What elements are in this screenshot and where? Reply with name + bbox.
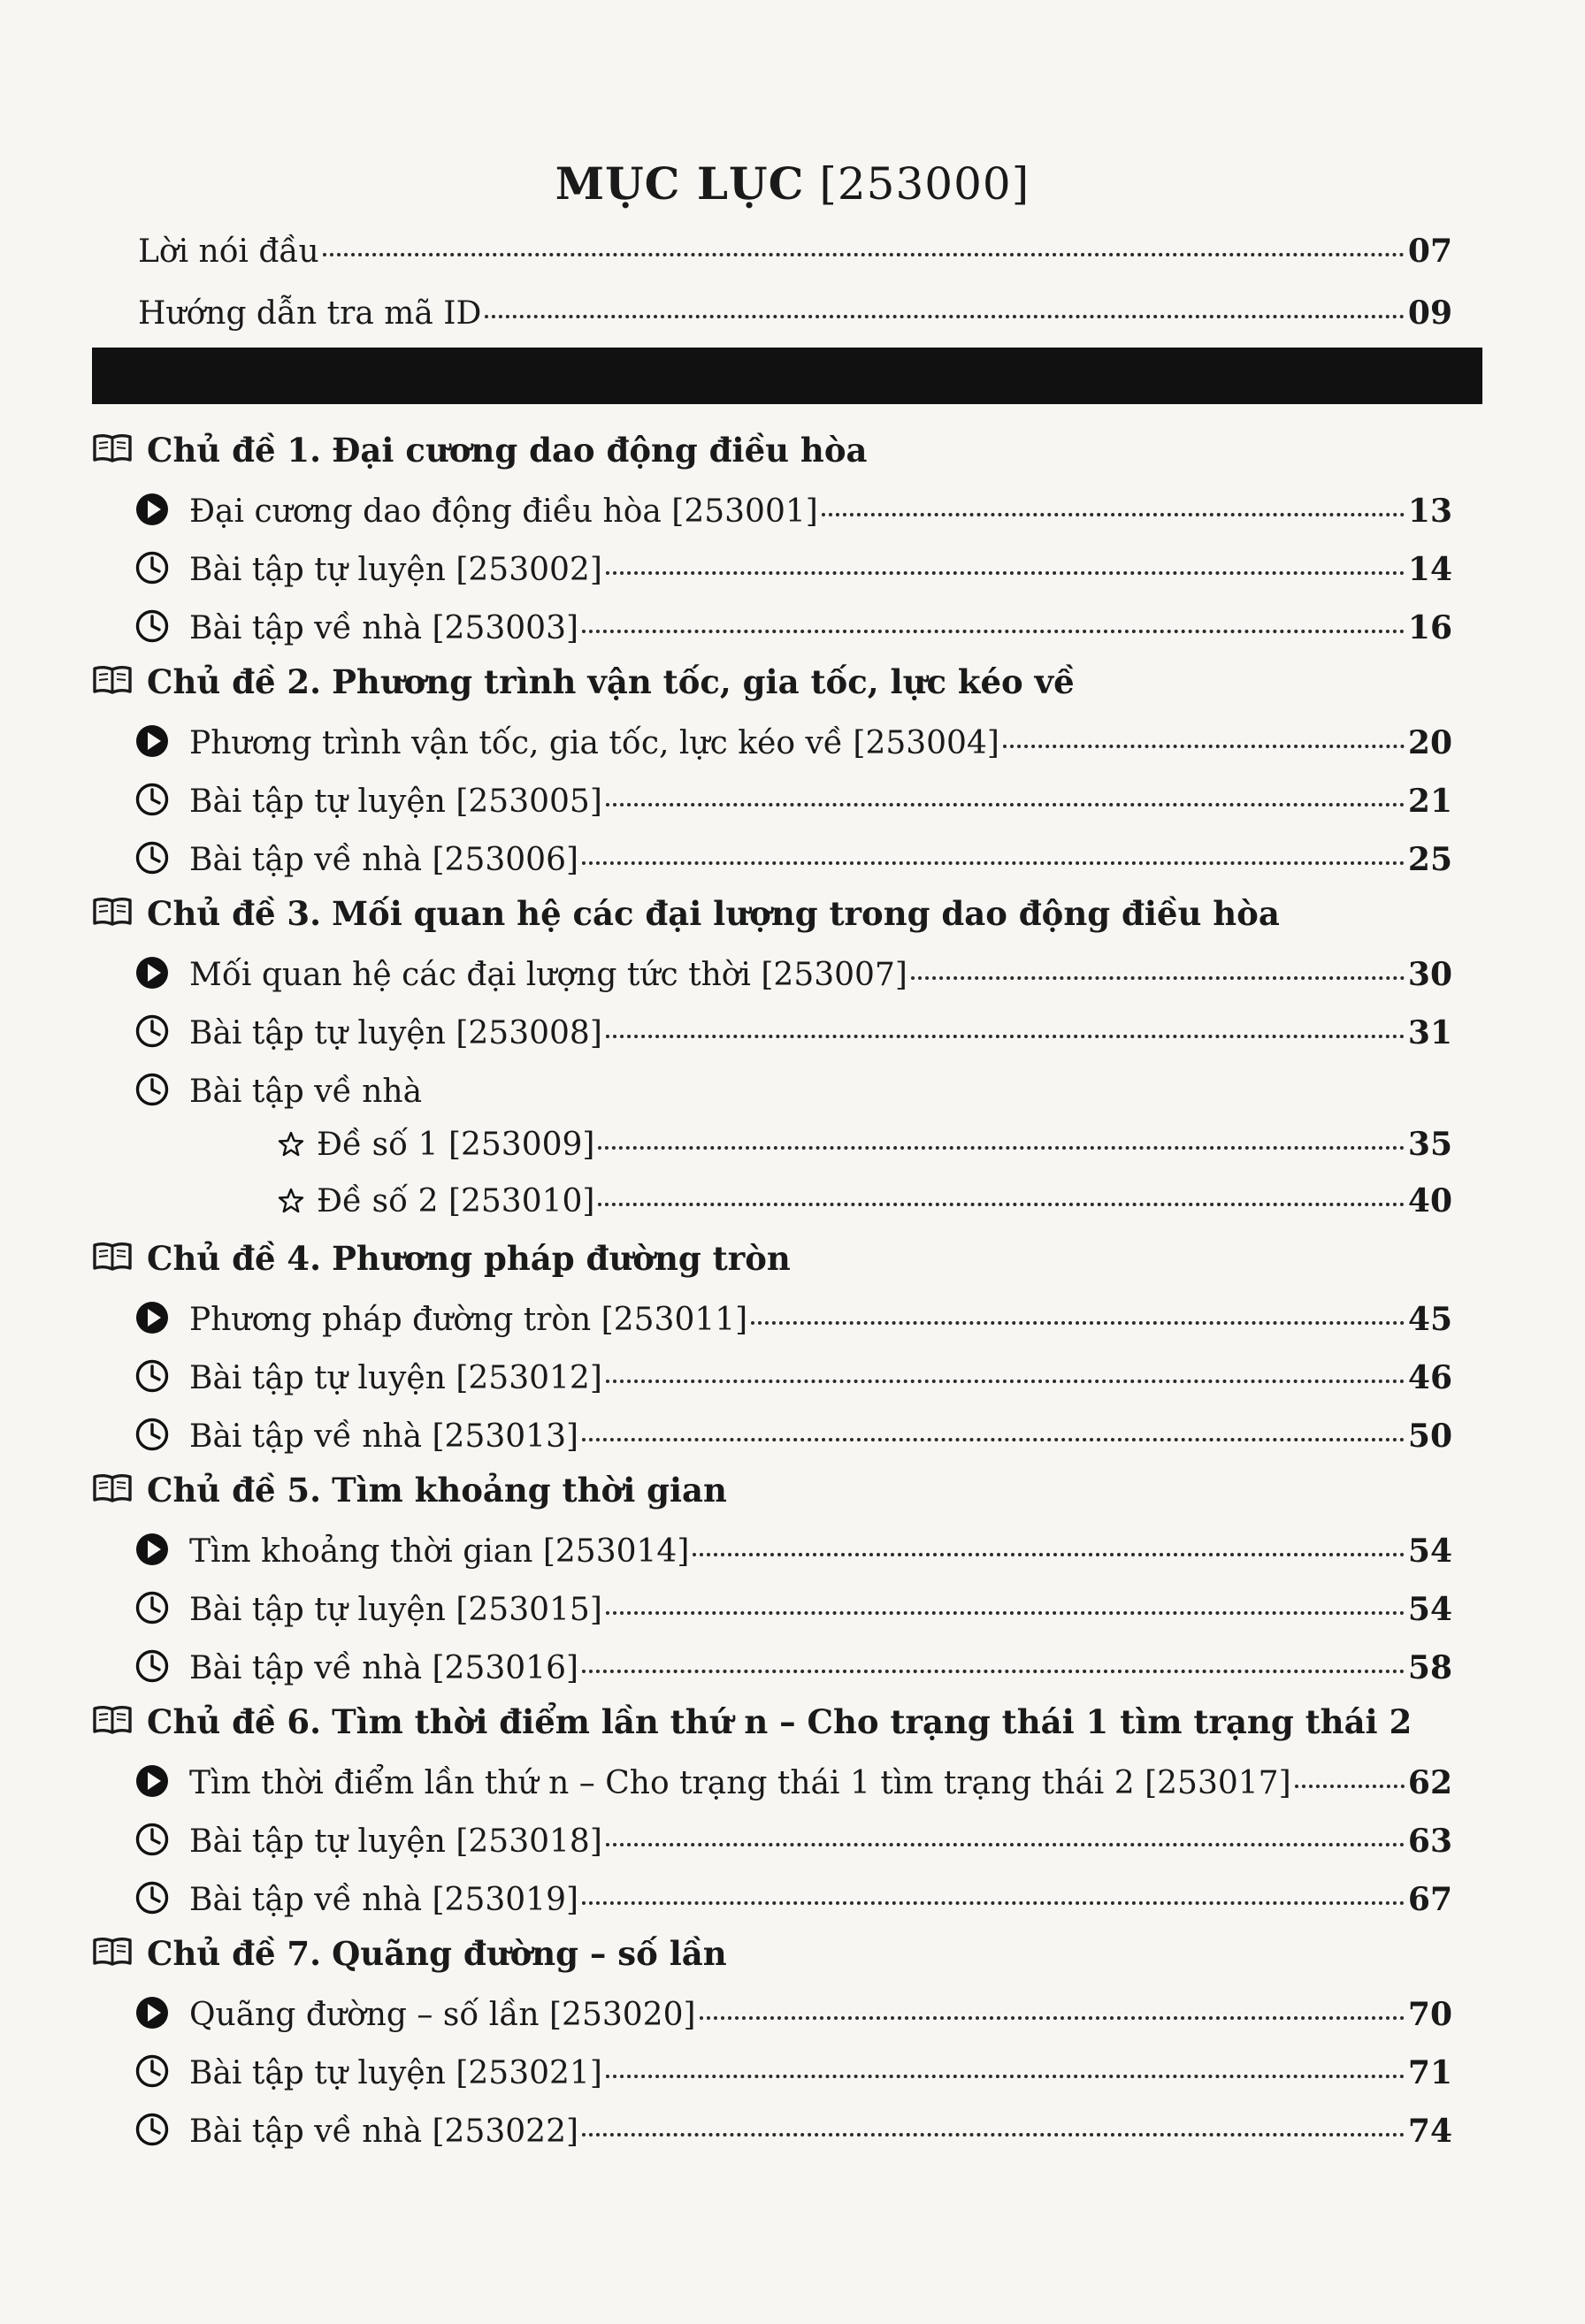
entry-text: Bài tập về nhà [253006] [189, 842, 579, 878]
dot-leader [822, 513, 1405, 516]
dot-leader [606, 1035, 1405, 1038]
toc-entry[interactable] [134, 1758, 1452, 1803]
page-number: 14 [1407, 551, 1452, 588]
entry-text: Bài tập về nhà [253013] [189, 1418, 579, 1455]
play-icon [134, 955, 170, 990]
book-icon [92, 663, 133, 697]
page-number: 58 [1407, 1649, 1452, 1686]
entry-text: Phương trình vận tốc, gia tốc, lực kéo về [253004] [189, 725, 999, 761]
clock-icon [134, 1880, 170, 1915]
dot-leader [485, 315, 1405, 318]
page-number: 31 [1407, 1014, 1452, 1051]
topic-heading-3[interactable] [92, 891, 1280, 933]
dot-leader [582, 1670, 1405, 1673]
book-icon [92, 1472, 133, 1505]
dot-leader [582, 1901, 1405, 1905]
toc-entry[interactable] [134, 950, 1452, 995]
entry-text: Đề số 1 [253009] [317, 1127, 595, 1163]
page-number: 74 [1407, 2113, 1452, 2150]
toc-entry[interactable] [134, 835, 1452, 880]
toc-entry[interactable] [134, 1411, 1452, 1456]
topic-title: Phương trình vận tốc, gia tốc, lực kéo về [332, 662, 1075, 701]
topic-heading-1[interactable] [92, 428, 868, 470]
dot-leader [606, 1611, 1405, 1615]
page-number: 62 [1407, 1764, 1452, 1801]
topic-label: Chủ đề 4. [147, 1239, 322, 1278]
page-number: 70 [1407, 1996, 1452, 2033]
entry-text: Bài tập tự luyện [253012] [189, 1360, 602, 1396]
toc-entry[interactable] [134, 1643, 1452, 1688]
play-icon [134, 1300, 170, 1335]
play-icon [134, 492, 170, 527]
page-number: 25 [1407, 841, 1452, 878]
page-number: 21 [1407, 783, 1452, 820]
dot-leader [1003, 745, 1405, 748]
page-number: 09 [1407, 294, 1452, 332]
page-number: 71 [1407, 2054, 1452, 2091]
page-number: 40 [1407, 1182, 1452, 1219]
entry-text: Bài tập về nhà [253019] [189, 1882, 579, 1918]
dot-leader [598, 1203, 1404, 1206]
clock-icon [134, 1648, 170, 1684]
dot-leader [700, 2016, 1405, 2020]
page-number: 67 [1407, 1881, 1452, 1918]
play-icon [134, 723, 170, 759]
clock-icon [134, 840, 170, 875]
topic-title: Tìm khoảng thời gian [332, 1471, 727, 1510]
dot-leader [582, 630, 1405, 633]
book-icon [92, 432, 133, 465]
clock-icon [134, 1417, 170, 1452]
dot-leader [606, 571, 1405, 575]
entry-text: Tìm khoảng thời gian [253014] [189, 1533, 690, 1570]
entry-text: Tìm thời điểm lần thứ n – Cho trạng thái 1 tìm trạng thái 2 [253017] [189, 1765, 1291, 1801]
clock-icon [134, 782, 170, 817]
toc-entry[interactable] [134, 1353, 1452, 1398]
entry-text: Phương pháp đường tròn [253011] [189, 1302, 748, 1338]
dot-leader [606, 803, 1405, 807]
toc-entry[interactable] [134, 1008, 1452, 1053]
play-icon [134, 1763, 170, 1799]
clock-icon [134, 1590, 170, 1625]
entry-text: Bài tập tự luyện [253021] [189, 2055, 602, 2091]
dot-leader [582, 861, 1405, 865]
page-number: 13 [1407, 493, 1452, 530]
star-icon [278, 1188, 304, 1214]
toc-entry[interactable] [134, 2048, 1452, 2093]
topic-label: Chủ đề 7. [147, 1934, 322, 1973]
book-icon [92, 1703, 133, 1737]
page-number: 54 [1407, 1591, 1452, 1628]
section-header-band [92, 348, 1482, 404]
page-number: 46 [1407, 1359, 1452, 1396]
toc-entry[interactable] [134, 718, 1452, 763]
entry-text: Bài tập tự luyện [253008] [189, 1015, 602, 1051]
title-main: MỤC LỤC [555, 157, 805, 210]
topic-title: Tìm thời điểm lần thứ n – Cho trạng thái 1 tìm trạng thái 2 [332, 1702, 1413, 1741]
topic-label: Chủ đề 1. [147, 431, 322, 470]
clock-icon [134, 1072, 170, 1107]
entry-text: Bài tập tự luyện [253005] [189, 784, 602, 820]
toc-entry[interactable] [134, 1526, 1452, 1571]
entry-text: Bài tập về nhà [253016] [189, 1650, 579, 1686]
entry-text: Hướng dẫn tra mã ID [138, 295, 482, 332]
entry-text: Bài tập về nhà [189, 1074, 423, 1110]
toc-entry[interactable] [134, 486, 1452, 531]
page-number: 35 [1407, 1126, 1452, 1163]
topic-label: Chủ đề 2. [147, 662, 322, 701]
page-number: 20 [1407, 724, 1452, 761]
book-icon [92, 1935, 133, 1969]
topic-heading-7[interactable] [92, 1931, 727, 1973]
dot-leader [606, 2075, 1405, 2078]
topic-label: Chủ đề 6. [147, 1702, 322, 1741]
topic-heading-6[interactable] [92, 1700, 1412, 1741]
toc-entry[interactable] [134, 2106, 1452, 2152]
dot-leader [323, 253, 1405, 256]
clock-icon [134, 550, 170, 585]
toc-entry[interactable] [134, 545, 1452, 590]
toc-entry[interactable] [278, 1125, 1452, 1165]
clock-icon [134, 608, 170, 644]
page-number: 63 [1407, 1823, 1452, 1860]
book-icon [92, 1240, 133, 1273]
toc-entry[interactable] [134, 603, 1452, 648]
topic-label: Chủ đề 3. [147, 894, 322, 933]
toc-entry[interactable] [134, 1295, 1452, 1340]
dot-leader [911, 976, 1405, 980]
entry-text: Lời nói đầu [138, 233, 319, 270]
clock-icon [134, 1822, 170, 1857]
entry-text: Bài tập về nhà [253022] [189, 2114, 579, 2150]
topic-heading-4[interactable] [92, 1236, 791, 1278]
dot-leader [582, 1438, 1405, 1441]
page-number: 50 [1407, 1418, 1452, 1455]
dot-leader [606, 1843, 1405, 1846]
topic-heading-5[interactable] [92, 1468, 727, 1510]
topic-heading-2[interactable] [92, 660, 1075, 701]
star-icon [278, 1131, 304, 1158]
dot-leader [693, 1553, 1405, 1556]
toc-entry[interactable] [134, 776, 1452, 822]
toc-entry[interactable] [134, 1066, 1452, 1112]
topic-title: Phương pháp đường tròn [332, 1239, 791, 1278]
toc-entry[interactable] [134, 1816, 1452, 1861]
clock-icon [134, 2053, 170, 2089]
page-number: 30 [1407, 956, 1452, 993]
toc-entry[interactable] [134, 1585, 1452, 1630]
dot-leader [598, 1146, 1404, 1150]
clock-icon [134, 1013, 170, 1049]
page-title [0, 157, 1585, 210]
topic-title: Mối quan hệ các đại lượng trong dao động điều hòa [332, 894, 1280, 933]
topic-title: Quãng đường – số lần [332, 1934, 727, 1973]
page-number: 16 [1407, 609, 1452, 646]
page-number: 45 [1407, 1301, 1452, 1338]
dot-leader [751, 1321, 1405, 1325]
entry-text: Bài tập tự luyện [253002] [189, 552, 602, 588]
toc-entry[interactable] [278, 1181, 1452, 1221]
dot-leader [582, 2133, 1405, 2137]
entry-text: Quãng đường – số lần [253020] [189, 1997, 696, 2033]
page-number: 54 [1407, 1533, 1452, 1570]
book-icon [92, 895, 133, 929]
toc-entry[interactable] [134, 1990, 1452, 2035]
title-code: [253000] [819, 158, 1030, 210]
topic-label: Chủ đề 5. [147, 1471, 322, 1510]
entry-text: Đại cương dao động điều hòa [253001] [189, 493, 818, 530]
toc-entry[interactable] [134, 1875, 1452, 1920]
toc-entry-id-guide[interactable] [138, 294, 1452, 333]
clock-icon [134, 1358, 170, 1394]
dot-leader [1295, 1785, 1405, 1788]
play-icon [134, 1532, 170, 1567]
entry-text: Bài tập tự luyện [253015] [189, 1592, 602, 1628]
clock-icon [134, 2112, 170, 2147]
page-number: 07 [1407, 233, 1452, 270]
entry-text: Đề số 2 [253010] [317, 1183, 595, 1219]
play-icon [134, 1995, 170, 2030]
entry-text: Mối quan hệ các đại lượng tức thời [253007] [189, 957, 907, 993]
toc-entry-preface[interactable] [138, 232, 1452, 271]
topic-title: Đại cương dao động điều hòa [332, 431, 868, 470]
dot-leader [606, 1380, 1405, 1383]
entry-text: Bài tập tự luyện [253018] [189, 1823, 602, 1860]
entry-text: Bài tập về nhà [253003] [189, 610, 579, 646]
